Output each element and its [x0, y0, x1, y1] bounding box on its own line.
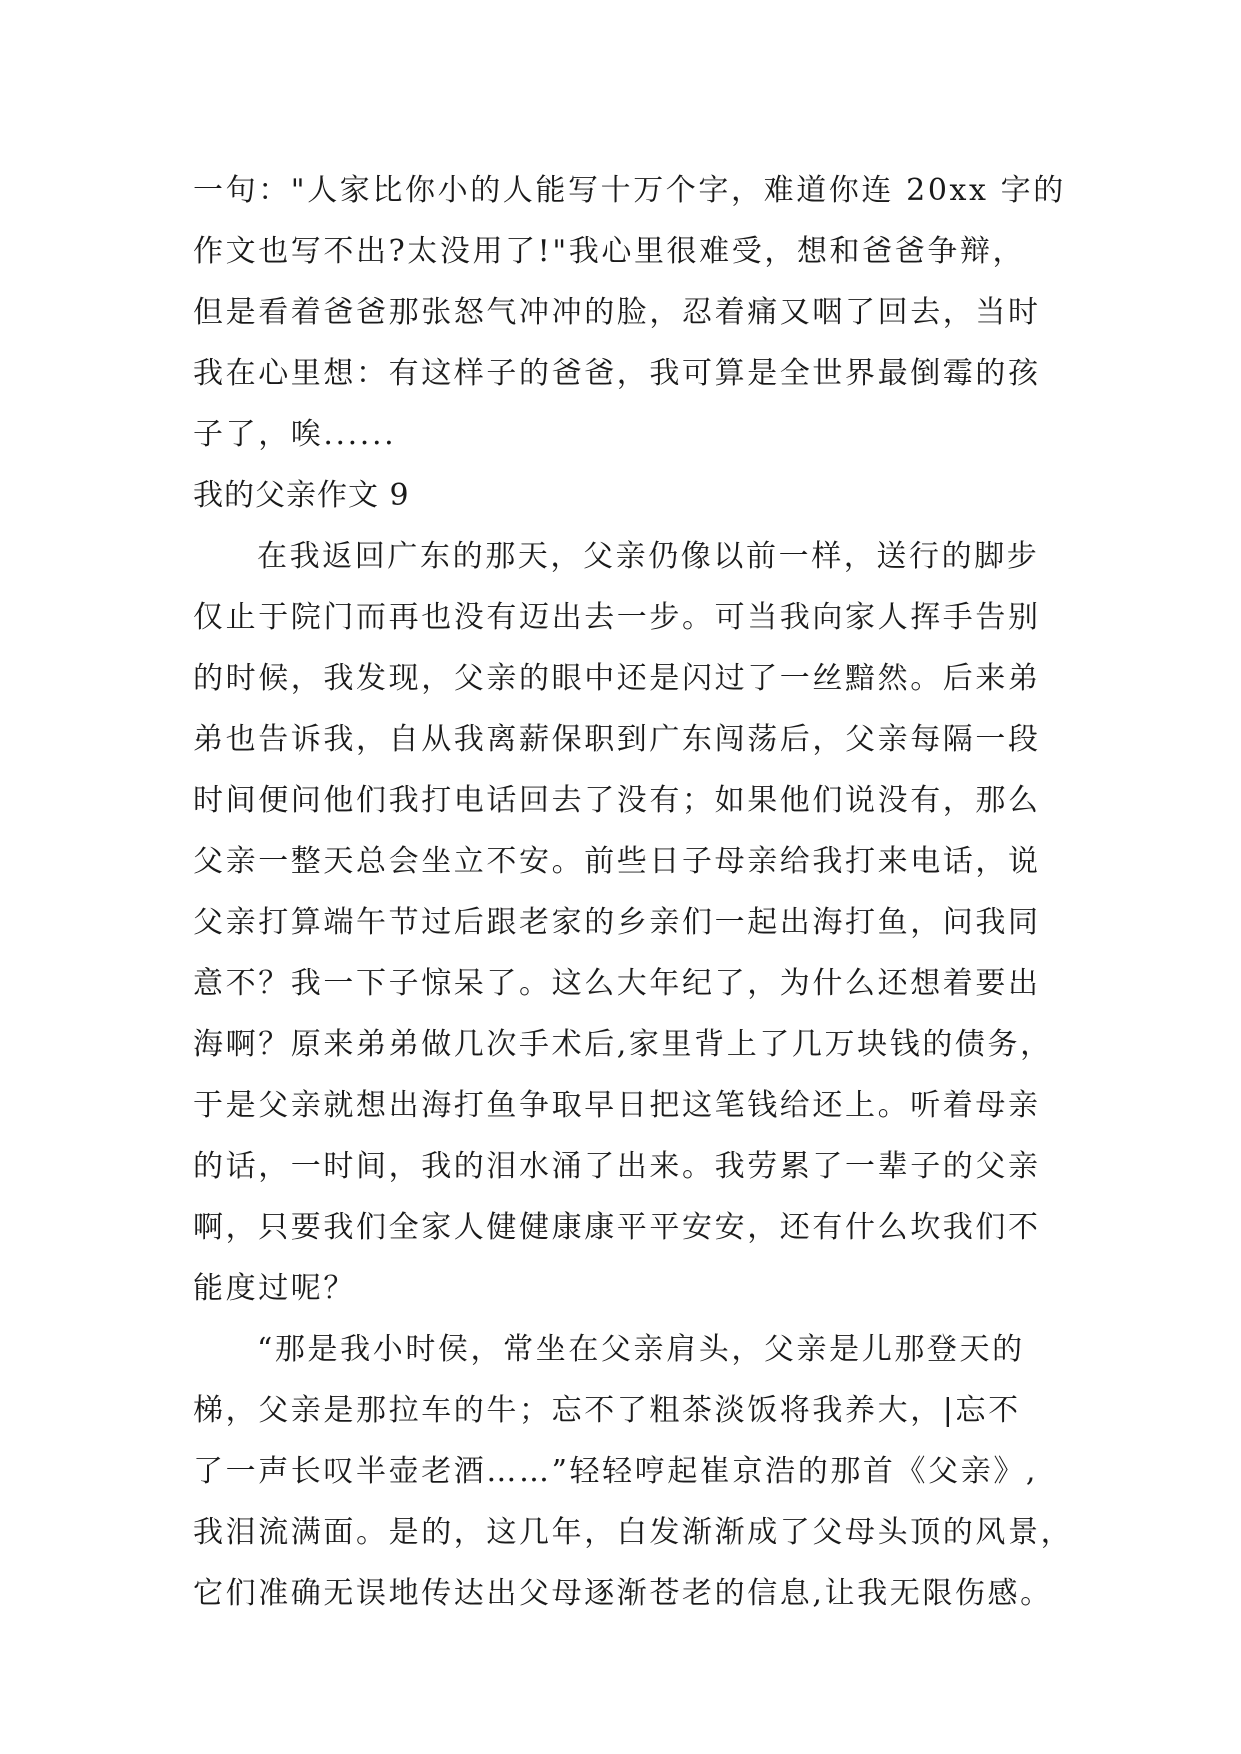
- text-line: 我泪流满面。是的，这几年，白发渐渐成了父母头顶的风景，: [193, 1515, 1074, 1550]
- text-line: 父亲打算端午节过后跟老家的乡亲们一起出海打鱼，问我同: [193, 905, 1041, 940]
- text-line: 时间便问他们我打电话回去了没有；如果他们说没有，那么: [193, 783, 1041, 818]
- text-line: 海啊？原来弟弟做几次手术后,家里背上了几万块钱的债务，: [193, 1027, 1053, 1062]
- paragraph-first-line: “那是我小时侯，常坐在父亲肩头，父亲是儿那登天的: [257, 1332, 1025, 1367]
- text-line: 能度过呢？: [193, 1271, 356, 1306]
- text-line: 父亲一整天总会坐立不安。前些日子母亲给我打来电话，说: [193, 844, 1041, 879]
- section-heading: 我的父亲作文 9: [193, 478, 410, 513]
- text-line: 子了，唉......: [193, 417, 397, 452]
- text-line: 啊，只要我们全家人健健康康平平安安，还有什么坎我们不: [193, 1210, 1041, 1245]
- text-line: 的话，一时间，我的泪水涌了出来。我劳累了一辈子的父亲: [193, 1149, 1041, 1184]
- text-line: 仅止于院门而再也没有迈出去一步。可当我向家人挥手告别: [193, 600, 1041, 635]
- text-line: 但是看着爸爸那张怒气冲冲的脸，忍着痛又咽了回去，当时: [193, 295, 1041, 330]
- text-line: 弟也告诉我，自从我离薪保职到广东闯荡后，父亲每隔一段: [193, 722, 1041, 757]
- text-line: 的时候，我发现，父亲的眼中还是闪过了一丝黯然。后来弟: [193, 661, 1041, 696]
- text-line: 意不？我一下子惊呆了。这么大年纪了，为什么还想着要出: [193, 966, 1041, 1001]
- document-body: [193, 160, 1073, 1624]
- text-line: 我在心里想：有这样子的爸爸，我可算是全世界最倒霉的孩: [193, 356, 1041, 391]
- text-line: 梯，父亲是那拉车的牛；忘不了粗茶淡饭将我养大，|忘不: [193, 1393, 1021, 1428]
- text-line: 了一声长叹半壶老酒……”轻轻哼起崔京浩的那首《父亲》,: [193, 1454, 1039, 1489]
- text-line: 于是父亲就想出海打鱼争取早日把这笔钱给还上。听着母亲: [193, 1088, 1041, 1123]
- text-line: 它们准确无误地传达出父母逐渐苍老的信息,让我无限伤感。: [193, 1576, 1053, 1611]
- text-line: 一句："人家比你小的人能写十万个字，难道你连 20xx 字的: [193, 173, 1066, 208]
- paragraph-first-line: 在我返回广东的那天，父亲仍像以前一样，送行的脚步: [257, 539, 1040, 574]
- text-line: 作文也写不出?太没用了!"我心里很难受，想和爸爸争辩，: [193, 234, 1026, 269]
